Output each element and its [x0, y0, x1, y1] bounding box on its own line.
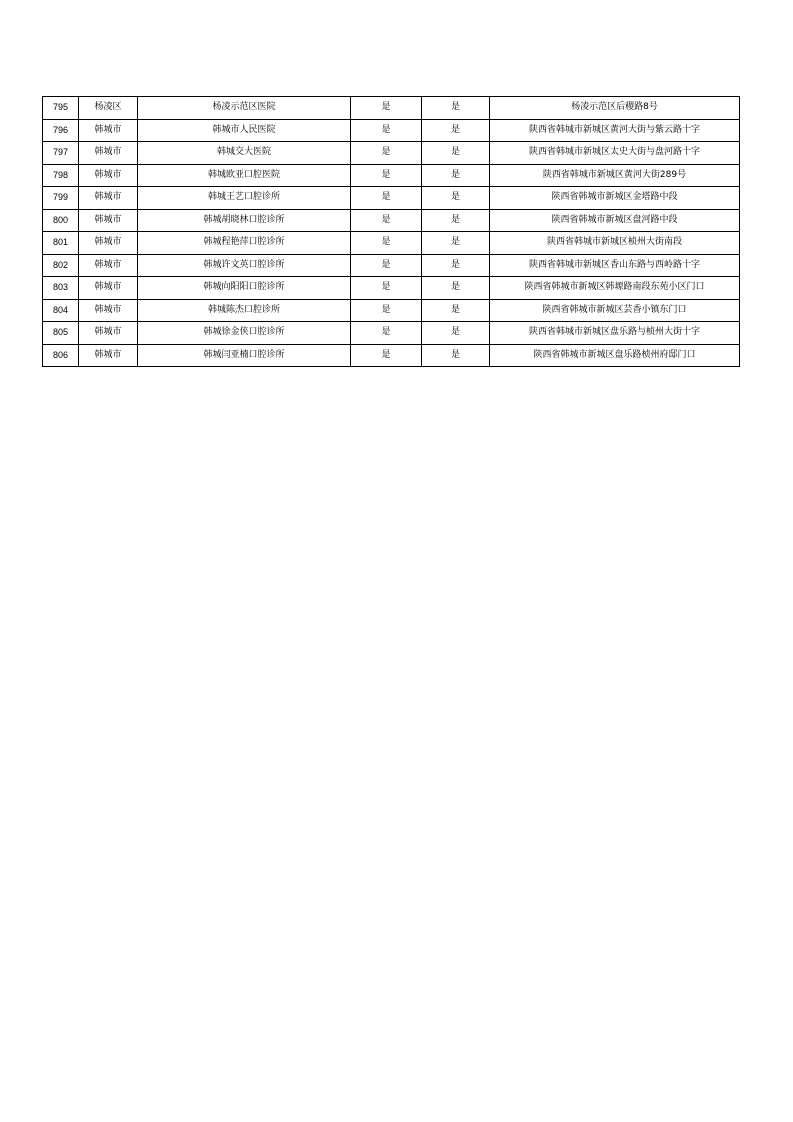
row-number-cell: 801: [43, 232, 79, 255]
row-number-cell: 795: [43, 97, 79, 120]
table-row: [43, 277, 740, 300]
table-row: [43, 322, 740, 345]
city-cell: 韩城市: [79, 322, 138, 345]
institution-name-cell: 韩城向阳阳口腔诊所: [138, 277, 351, 300]
address-cell: 杨凌示范区后稷路8号: [490, 97, 740, 120]
institution-name-cell: 韩城徐金侠口腔诊所: [138, 322, 351, 345]
row-number-cell: 799: [43, 187, 79, 210]
address-cell: 陕西省韩城市新城区韩塬路南段东苑小区门口: [490, 277, 740, 300]
institution-name-cell: 韩城王艺口腔诊所: [138, 187, 351, 210]
flag-a-cell: 是: [351, 119, 422, 142]
flag-a-cell: 是: [351, 209, 422, 232]
flag-b-cell: 是: [422, 299, 490, 322]
institution-name-cell: 韩城市人民医院: [138, 119, 351, 142]
table-row: [43, 164, 740, 187]
table-row: [43, 254, 740, 277]
flag-b-cell: 是: [422, 142, 490, 165]
flag-a-cell: 是: [351, 187, 422, 210]
table-row: [43, 142, 740, 165]
institution-name-cell: 杨凌示范区医院: [138, 97, 351, 120]
address-cell: 陕西省韩城市新城区黄河大街289号: [490, 164, 740, 187]
table-row: [43, 209, 740, 232]
city-cell: 韩城市: [79, 299, 138, 322]
city-cell: 韩城市: [79, 187, 138, 210]
row-number-cell: 806: [43, 344, 79, 367]
address-cell: 陕西省韩城市新城区芸香小镇东门口: [490, 299, 740, 322]
institution-name-cell: 韩城程艳萍口腔诊所: [138, 232, 351, 255]
flag-b-cell: 是: [422, 232, 490, 255]
address-cell: 陕西省韩城市新城区太史大街与盘河路十字: [490, 142, 740, 165]
institution-name-cell: 韩城许文英口腔诊所: [138, 254, 351, 277]
address-cell: 陕西省韩城市新城区盘乐路与桢州大街十字: [490, 322, 740, 345]
institution-name-cell: 韩城闫亚楠口腔诊所: [138, 344, 351, 367]
table-row: [43, 187, 740, 210]
row-number-cell: 798: [43, 164, 79, 187]
row-number-cell: 804: [43, 299, 79, 322]
flag-a-cell: 是: [351, 277, 422, 300]
flag-a-cell: 是: [351, 344, 422, 367]
flag-a-cell: 是: [351, 142, 422, 165]
table-row: [43, 299, 740, 322]
address-cell: 陕西省韩城市新城区盘河路中段: [490, 209, 740, 232]
row-number-cell: 803: [43, 277, 79, 300]
institution-name-cell: 韩城陈杰口腔诊所: [138, 299, 351, 322]
flag-a-cell: 是: [351, 299, 422, 322]
table-row: [43, 232, 740, 255]
city-cell: 韩城市: [79, 142, 138, 165]
city-cell: 韩城市: [79, 254, 138, 277]
address-cell: 陕西省韩城市新城区盘乐路桢州府邸门口: [490, 344, 740, 367]
table-row: [43, 97, 740, 120]
row-number-cell: 796: [43, 119, 79, 142]
table-row: [43, 344, 740, 367]
institution-name-cell: 韩城欧亚口腔医院: [138, 164, 351, 187]
flag-b-cell: 是: [422, 322, 490, 345]
city-cell: 杨凌区: [79, 97, 138, 120]
address-cell: 陕西省韩城市新城区金塔路中段: [490, 187, 740, 210]
flag-b-cell: 是: [422, 209, 490, 232]
city-cell: 韩城市: [79, 119, 138, 142]
flag-b-cell: 是: [422, 277, 490, 300]
flag-a-cell: 是: [351, 322, 422, 345]
city-cell: 韩城市: [79, 232, 138, 255]
flag-a-cell: 是: [351, 164, 422, 187]
flag-b-cell: 是: [422, 97, 490, 120]
address-cell: 陕西省韩城市新城区桢州大街南段: [490, 232, 740, 255]
flag-a-cell: 是: [351, 254, 422, 277]
flag-a-cell: 是: [351, 97, 422, 120]
flag-b-cell: 是: [422, 164, 490, 187]
row-number-cell: 800: [43, 209, 79, 232]
table-row: [43, 119, 740, 142]
flag-b-cell: 是: [422, 254, 490, 277]
hospital-table: [42, 96, 740, 367]
address-cell: 陕西省韩城市新城区黄河大街与紫云路十字: [490, 119, 740, 142]
flag-a-cell: 是: [351, 232, 422, 255]
table-body: [43, 97, 740, 367]
city-cell: 韩城市: [79, 164, 138, 187]
flag-b-cell: 是: [422, 119, 490, 142]
city-cell: 韩城市: [79, 209, 138, 232]
city-cell: 韩城市: [79, 344, 138, 367]
city-cell: 韩城市: [79, 277, 138, 300]
flag-b-cell: 是: [422, 344, 490, 367]
flag-b-cell: 是: [422, 187, 490, 210]
address-cell: 陕西省韩城市新城区香山东路与西岭路十字: [490, 254, 740, 277]
row-number-cell: 805: [43, 322, 79, 345]
institution-name-cell: 韩城交大医院: [138, 142, 351, 165]
row-number-cell: 797: [43, 142, 79, 165]
institution-name-cell: 韩城胡晓林口腔诊所: [138, 209, 351, 232]
row-number-cell: 802: [43, 254, 79, 277]
